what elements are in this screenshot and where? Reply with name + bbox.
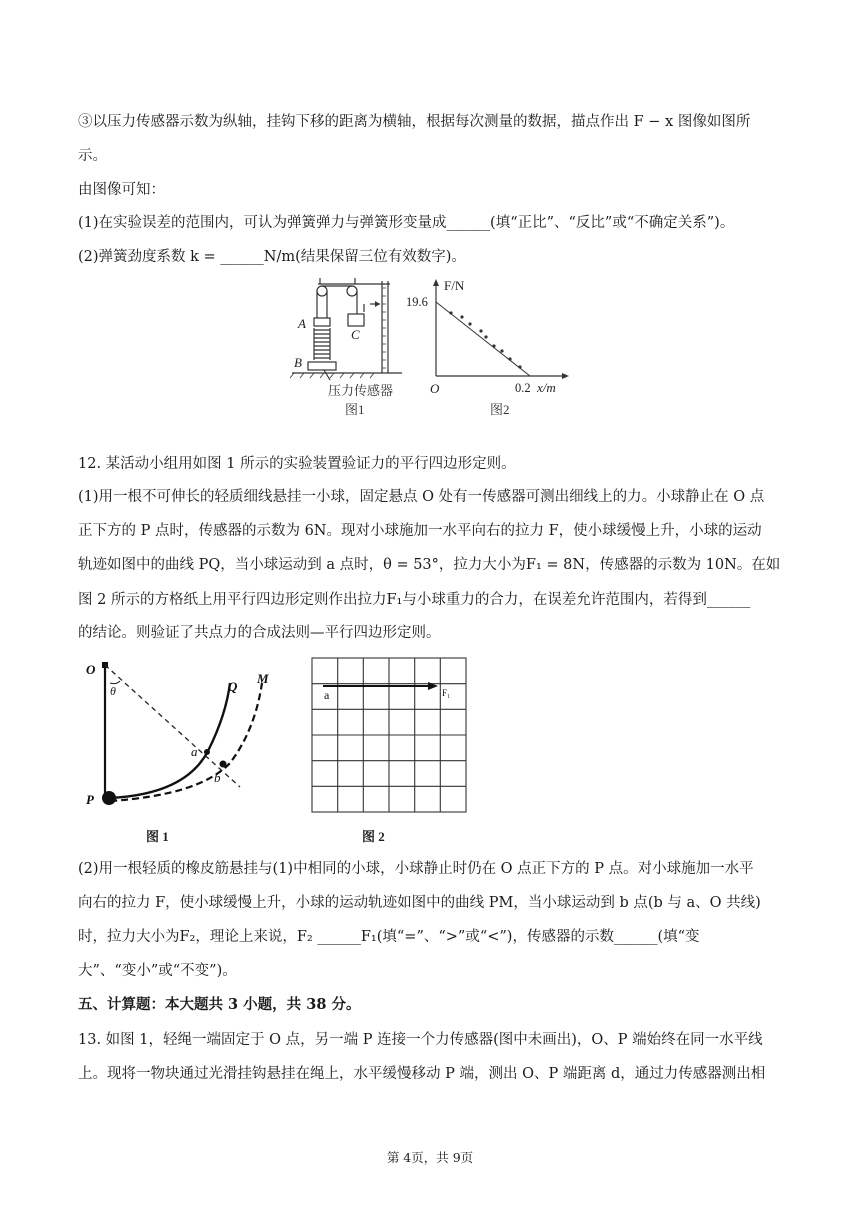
data-point (468, 322, 471, 325)
q12-figure2-grid (310, 655, 470, 845)
data-point (508, 357, 511, 360)
q11-part2: (2)弹簧劲度系数 k = ______N/m(结果保留三位有效数字)。 (78, 249, 466, 265)
y-tick-label: 19.6 (406, 295, 428, 309)
data-point (500, 349, 503, 352)
q13-line2: 上。现将一物块通过光滑挂钩悬挂在绳上，水平缓慢移动 P 端，测出 O、P 端距离 d，通过力传感器测出相 (78, 1066, 766, 1082)
data-point (518, 365, 521, 368)
q11-figure2-fx-graph (404, 276, 576, 421)
q11-figure1-apparatus (290, 276, 410, 421)
q11-step3-line1: ③以压力传感器示数为纵轴，挂钩下移的距离为横轴，根据每次测量的数据，描点作出 F − x 图像如图所 (78, 114, 751, 130)
label-q: Q (228, 679, 238, 694)
label-b: b (214, 770, 221, 785)
q11-part1: (1)在实验误差的范围内，可认为弹簧弹力与弹簧形变量成______(填“正比”、“反比”或“不确定关系”)。 (78, 215, 735, 231)
figure1-caption: 图 1 (146, 829, 169, 844)
q12-part1-line5: 的结论。则验证了共点力的合成法则—平行四边形定则。 (78, 625, 441, 641)
section5-heading: 五、计算题：本大题共 3 小题，共 38 分。 (78, 996, 361, 1013)
x-axis-label: x/m (537, 380, 556, 395)
q12-part1-line1: (1)用一根不可伸长的轻质细线悬挂一小球，固定悬点 O 处有一传感器可测出细线上的力。小球静止在 O 点 (78, 489, 765, 505)
figure2-caption: 图 2 (362, 829, 385, 844)
origin-label: O (430, 381, 440, 396)
sensor-label: 压力传感器 (328, 383, 394, 398)
label-p: P (86, 792, 94, 807)
label-m: M (257, 671, 269, 686)
q12-part2-line2: 向右的拉力 F，使小球缓慢上升，小球的运动轨迹如图中的曲线 PM，当小球运动到 b 点(b 与 a、O 共线) (78, 895, 761, 911)
q12-part2-line4: 大”、“变小”或“不变”)。 (78, 963, 237, 979)
q11-conclusion-intro: 由图像可知： (78, 182, 165, 198)
figure1-caption: 图1 (345, 402, 365, 417)
label-a: A (298, 316, 306, 331)
label-b: B (294, 355, 302, 370)
q12-part1-line4: 图 2 所示的方格纸上用平行四边形定则作出拉力F₁与小球重力的合力，在误差允许范围内，若得到______ (78, 592, 751, 608)
label-a: a (324, 688, 330, 702)
figure2-caption: 图2 (490, 402, 510, 417)
x-tick-label: 0.2 (515, 381, 531, 395)
q12-part1-line2: 正下方的 P 点时，传感器的示数为 6N。现对小球施加一水平向右的拉力 F，使小球缓慢上升，小球的运动 (78, 523, 762, 539)
label-c: C (351, 327, 360, 342)
q12-part2-line1: (2)用一根轻质的橡皮筋悬挂与(1)中相同的小球，小球静止时仍在 O 点正下方的 P 点。对小球施加一水平 (78, 861, 754, 877)
data-point (492, 344, 495, 347)
page-footer: 第 4页，共 9页 (386, 1150, 474, 1165)
q11-step3-line2: 示。 (78, 148, 107, 164)
q12-stem: 12. 某活动小组用如图 1 所示的实验装置验证力的平行四边形定则。 (78, 456, 516, 472)
data-points (449, 311, 521, 368)
q13-line1: 13. 如图 1，轻绳一端固定于 O 点，另一端 P 连接一个力传感器(图中未画出)，O、P 端始终在同一水平线 (78, 1032, 763, 1048)
label-f1: F₁ (442, 688, 451, 698)
label-theta: θ (110, 684, 116, 698)
label-o: O (86, 662, 96, 677)
q12-part1-line3: 轨迹如图中的曲线 PQ，当小球运动到 a 点时，θ = 53°，拉力大小为F₁ = 8N，传感器的示数为 10N。在如 (78, 557, 781, 573)
q12-figure1-trajectory (80, 655, 280, 845)
y-axis-label: F/N (444, 278, 465, 293)
data-point (449, 311, 452, 314)
q12-part2-line3: 时，拉力大小为F₂，理论上来说，F₂ ______F₁(填“=”、“>”或“<”)，传感器的示数______(填“变 (78, 929, 700, 945)
data-point (460, 315, 463, 318)
data-point (479, 329, 482, 332)
label-a: a (191, 744, 198, 759)
data-point (484, 335, 487, 338)
